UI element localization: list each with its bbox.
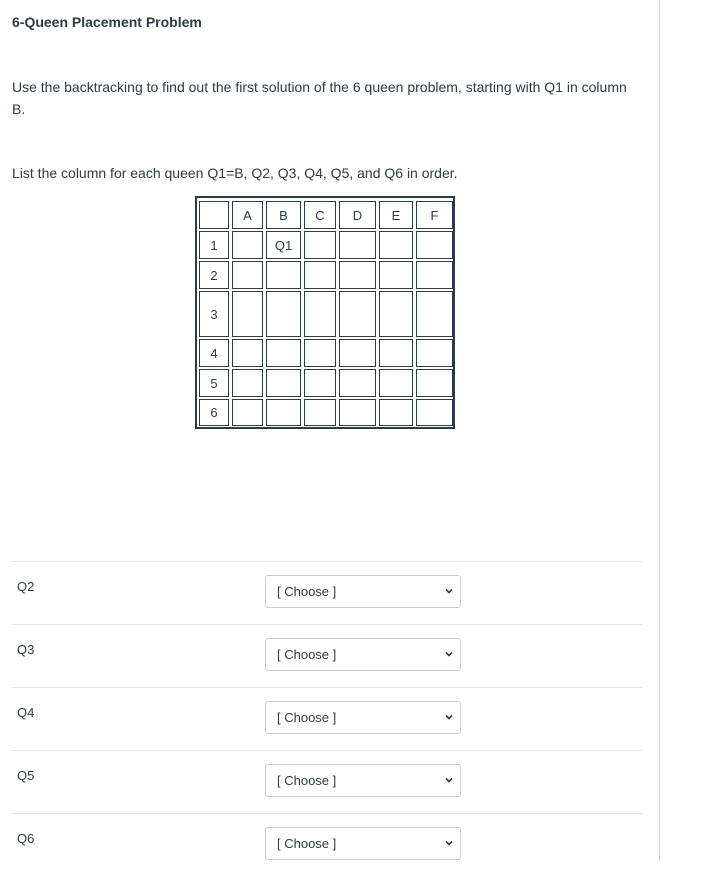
chevron-down-icon [444,838,454,848]
q5-select[interactable] [265,764,461,797]
board-cell [232,339,263,367]
row-header: 2 [199,261,229,289]
answer-row-q4 [12,687,642,750]
board-cell [416,339,453,367]
board-cell [232,261,263,289]
row-header: 3 [199,291,229,337]
board-cell [304,261,336,289]
board-cell [379,231,413,259]
answer-label: Q2 [17,579,35,594]
board-cell [339,399,376,426]
chevron-down-icon [444,586,454,596]
answer-row-q3 [12,624,642,687]
board-cell [304,291,336,337]
board-cell [304,339,336,367]
answer-label: Q5 [17,768,35,783]
board-cell [232,291,263,337]
column-header: F [416,201,453,229]
select-value: [ Choose ] [277,584,337,599]
chess-board-table [195,196,455,429]
q2-select[interactable] [265,575,461,608]
chevron-down-icon [444,649,454,659]
board-cell [266,399,301,426]
board-cell [379,261,413,289]
q4-select[interactable] [265,701,461,734]
board-cell [266,369,301,397]
question-title: 6-Queen Placement Problem [12,14,202,30]
answer-row-q6 [12,813,642,876]
board-cell [416,399,453,426]
instructions-text: Use the backtracking to find out the first solution of the 6 queen problem, starting with Q1 in column B. [12,79,627,117]
row-header: 5 [199,369,229,397]
column-header: D [339,201,376,229]
chevron-down-icon [444,775,454,785]
board-cell [339,231,376,259]
board-cell [379,399,413,426]
answer-label: Q6 [17,831,35,846]
content-right-border [659,0,660,861]
answer-row-q2 [12,561,642,624]
select-value: [ Choose ] [277,647,337,662]
board-cell [304,369,336,397]
select-value: [ Choose ] [277,836,337,851]
board-cell [232,369,263,397]
board-cell [379,291,413,337]
board-cell [339,369,376,397]
chevron-down-icon [444,712,454,722]
answer-list [12,561,642,876]
board-cell [379,369,413,397]
board-cell [339,261,376,289]
board-cell [339,291,376,337]
board-cell [416,369,453,397]
prompt-text: List the column for each queen Q1=B, Q2, Q3, Q4, Q5, and Q6 in order. [12,165,458,181]
board-cell [266,261,301,289]
board-cell [416,291,453,337]
row-header: 4 [199,339,229,367]
corner-cell [199,201,229,229]
column-header: B [266,201,301,229]
board-cell [379,339,413,367]
board-cell [304,399,336,426]
board-cell [416,231,453,259]
answer-label: Q4 [17,705,35,720]
queen-q1-cell: Q1 [266,231,301,259]
column-header: E [379,201,413,229]
column-header: A [232,201,263,229]
board-cell [339,339,376,367]
board-cell [266,339,301,367]
column-header: C [304,201,336,229]
board-cell [266,291,301,337]
board-cell [304,231,336,259]
board-cell [232,231,263,259]
row-header: 1 [199,231,229,259]
board-cell [416,261,453,289]
answer-row-q5 [12,750,642,813]
q3-select[interactable] [265,638,461,671]
select-value: [ Choose ] [277,710,337,725]
row-header: 6 [199,399,229,426]
select-value: [ Choose ] [277,773,337,788]
answer-label: Q3 [17,642,35,657]
board-cell [232,399,263,426]
q6-select[interactable] [265,827,461,860]
